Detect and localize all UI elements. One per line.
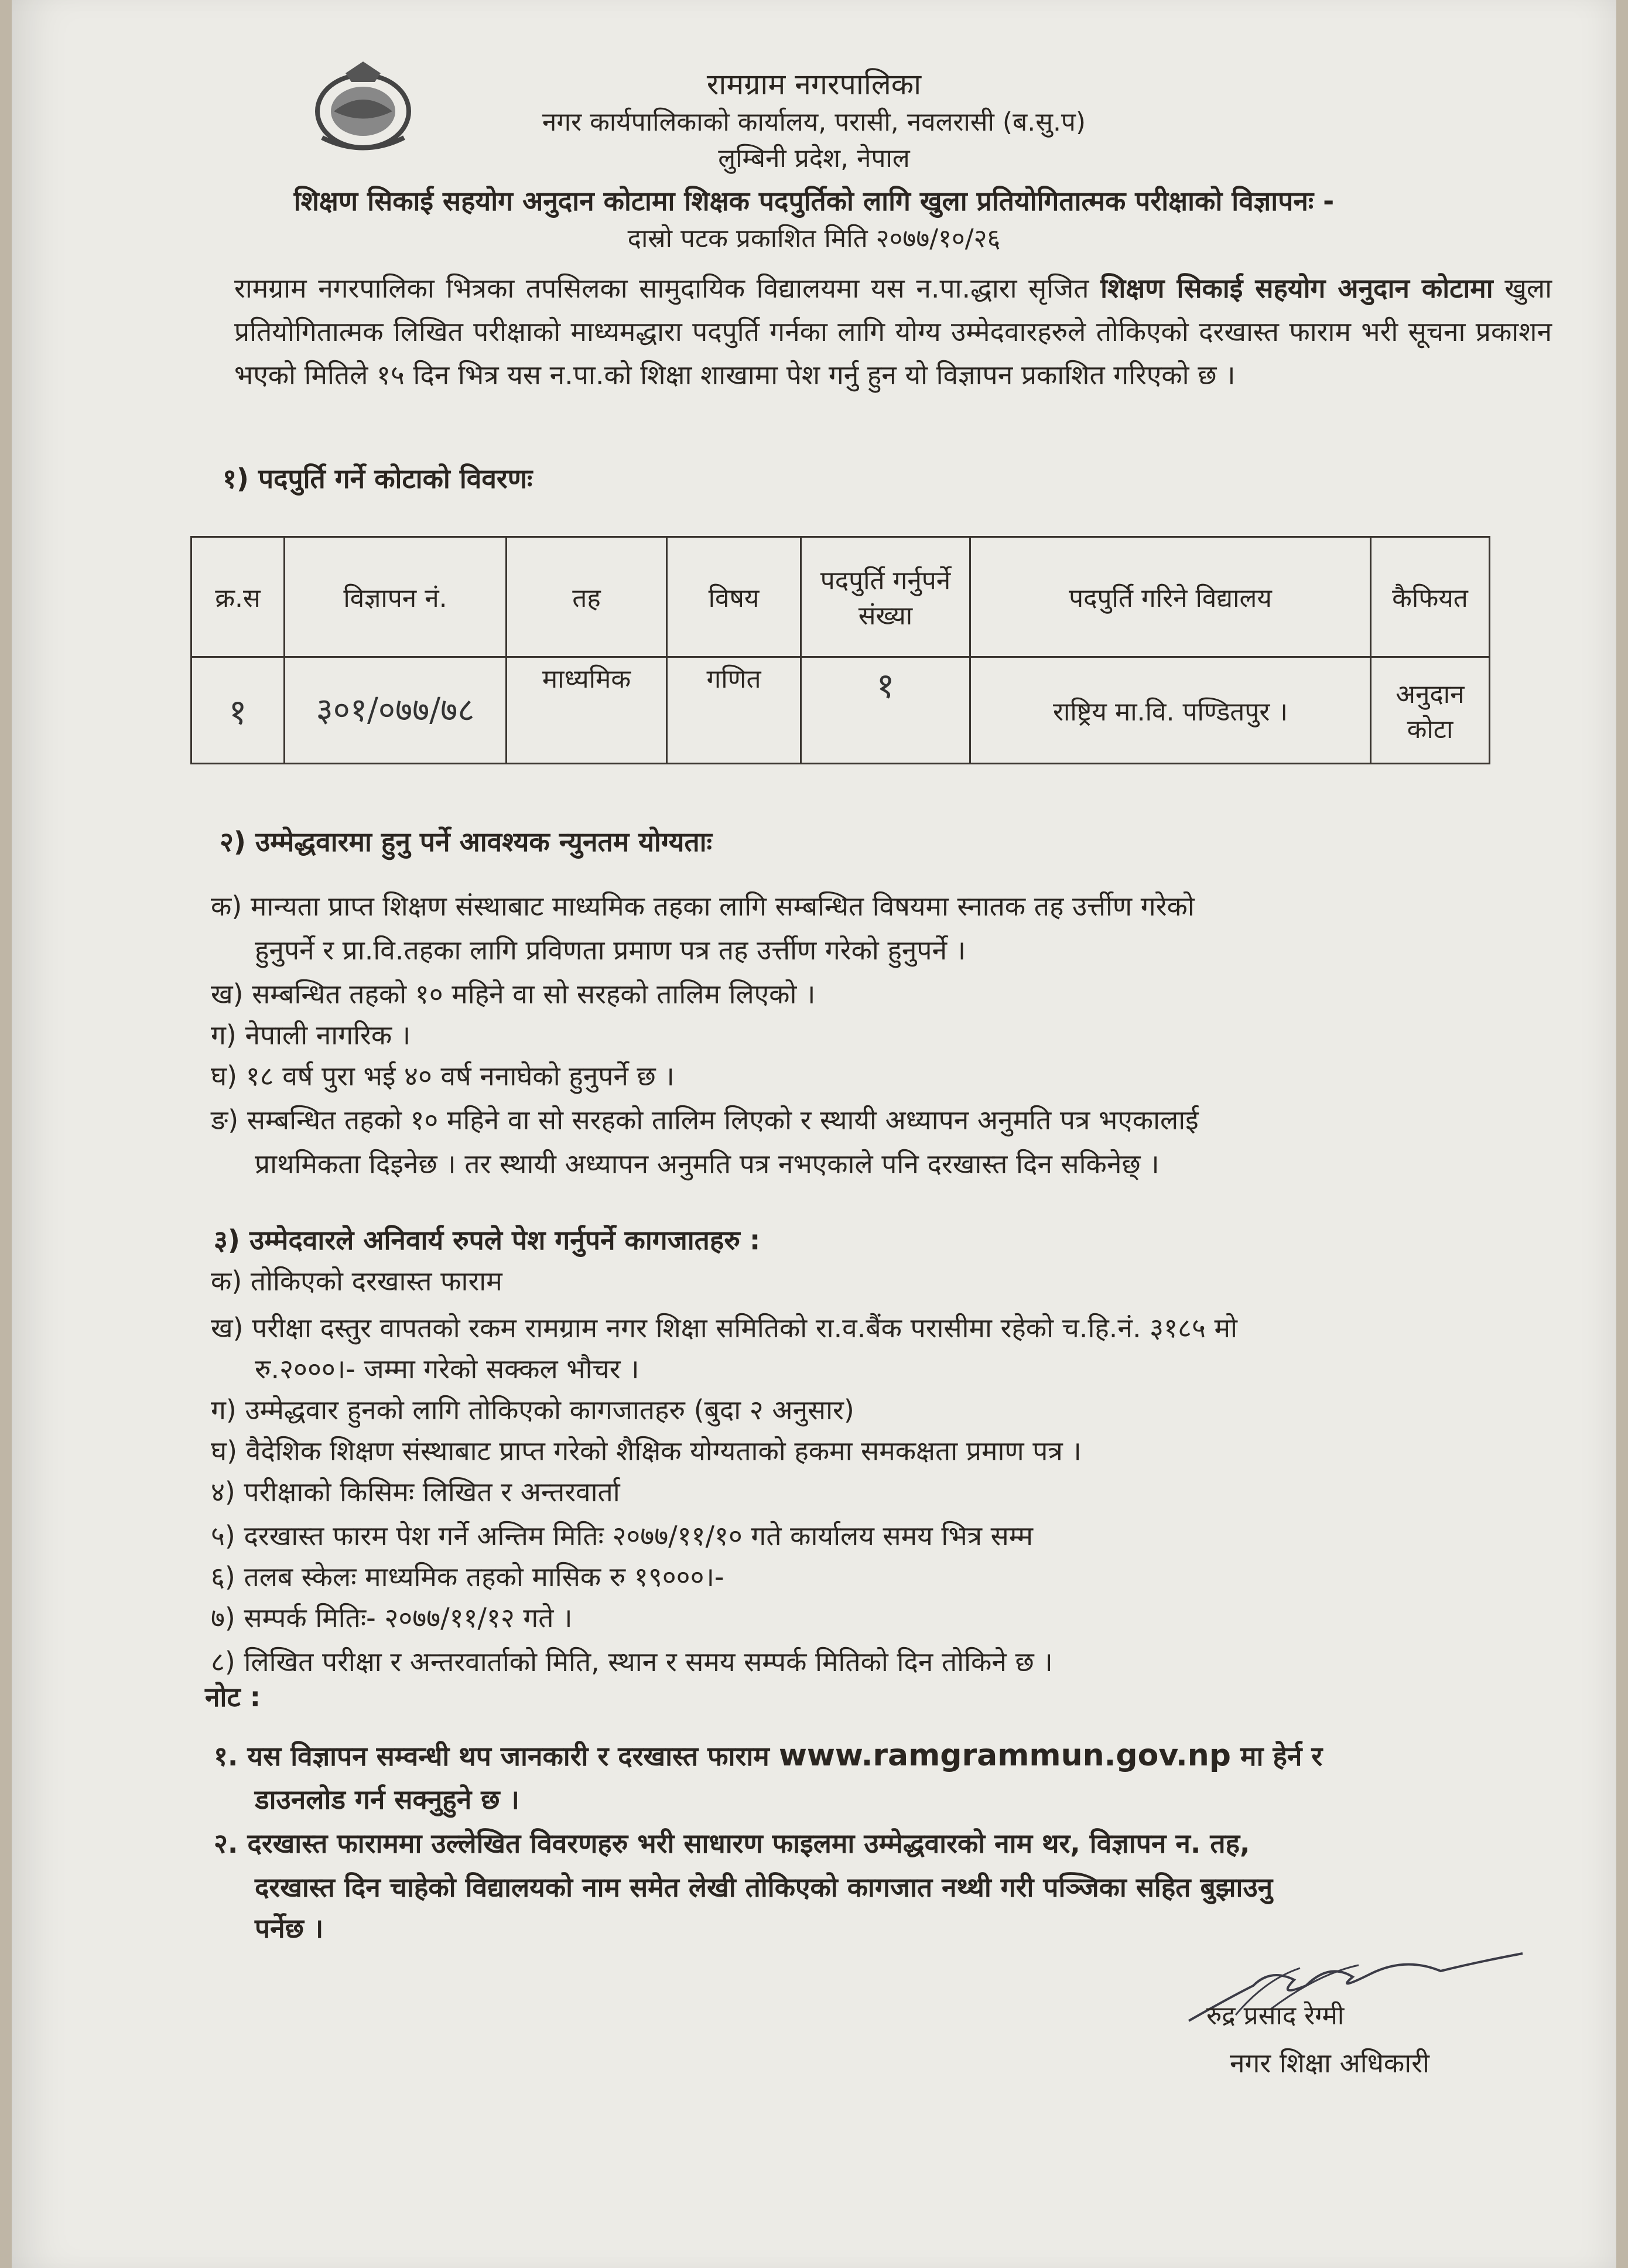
province-name: लुम्बिनी प्रदेश, नेपाल bbox=[718, 144, 910, 173]
cell-school: राष्ट्रिय मा.वि. पण्डितपुर । bbox=[970, 657, 1371, 764]
cell-sn: १ bbox=[191, 657, 285, 764]
office-name: नगर कार्यपालिकाको कार्यालय, परासी, नवलरासी (ब.सु.प) bbox=[542, 107, 1086, 137]
section-3-item-b: ख) परीक्षा दस्तुर वापतको रकम रामग्राम नगर शिक्षा समितिको रा.व.बैंक परासीमा रहेको च.हि.नं. ३१८५ मो bbox=[211, 1312, 1237, 1344]
item-8-exam-schedule: ८) लिखित परीक्षा र अन्तरवार्ताको मिति, स्थान र समय सम्पर्क मितिको दिन तोकिने छ । bbox=[211, 1646, 1053, 1678]
cell-count: १ bbox=[801, 657, 970, 764]
website-url: www.ramgrammun.gov.np bbox=[778, 1738, 1231, 1773]
col-header-sn: क्र.स bbox=[191, 537, 285, 657]
section-3-item-c: ग) उम्मेद्धवार हुनको लागि तोकिएको कागजातहरु (बुदा २ अनुसार) bbox=[211, 1394, 854, 1426]
section-2-item-b: ख) सम्बन्धित तहको १० महिने वा सो सरहको तालिम लिएको । bbox=[211, 978, 816, 1010]
table-header-row bbox=[191, 537, 1490, 657]
item-4-exam-type: ४) परीक्षाको किसिमः लिखित र अन्तरवार्ता bbox=[211, 1476, 620, 1508]
cell-subject: गणित bbox=[667, 657, 801, 764]
note-1 bbox=[214, 1734, 1322, 1778]
col-header-level: तह bbox=[507, 537, 667, 657]
section-1-title: १) पदपुर्ति गर्ने कोटाको विवरणः bbox=[223, 463, 533, 494]
intro-text-1: रामग्राम नगरपालिका भित्रका तपसिलका सामुदायिक विद्यालयमा यस न.पा.द्धारा सृजित bbox=[234, 272, 1101, 304]
note-2: २. दरखास्त फाराममा उल्लेखित विवरणहरु भरी साधारण फाइलमा उम्मेद्धवारको नाम थर, विज्ञापन न. तह, bbox=[214, 1828, 1250, 1859]
section-3-title: ३) उम्मेदवारले अनिवार्य रुपले पेश गर्नुपर्ने कागजातहरु : bbox=[214, 1224, 761, 1256]
section-2-item-a-cont: हुनुपर्ने र प्रा.वि.तहका लागि प्रविणता प्रमाण पत्र तह उर्त्तीण गरेको हुनुपर्ने । bbox=[255, 934, 966, 966]
signatory-title: नगर शिक्षा अधिकारी bbox=[1230, 2047, 1429, 2079]
notice-title: शिक्षण सिकाई सहयोग अनुदान कोटामा शिक्षक पदपुर्तिको लागि खुला प्रतियोगितात्मक परीक्षाको विज्ञापनः - bbox=[293, 185, 1335, 217]
section-3-item-d: घ) वैदेशिक शिक्षण संस्थाबाट प्राप्त गरेको शैक्षिक योग्यताको हकमा समकक्षता प्रमाण पत्र । bbox=[211, 1435, 1082, 1467]
note-1-text-end: मा हेर्न र bbox=[1231, 1740, 1323, 1772]
section-2-item-e-cont: प्राथमिकता दिइनेछ । तर स्थायी अध्यापन अनुमति पत्र नभएकाले पनि दरखास्त दिन सकिनेछ् । bbox=[255, 1148, 1160, 1180]
section-2-item-c: ग) नेपाली नागरिक । bbox=[211, 1019, 411, 1051]
municipality-name: रामग्राम नगरपालिका bbox=[706, 67, 922, 101]
col-header-count: पदपुर्ति गर्नुपर्ने संख्या bbox=[801, 537, 970, 657]
intro-text-2: खुला प्रतियोगितात्मक लिखित परीक्षाको माध्यमद्धारा पदपुर्ति गर्नका लागि योग्य उम्मेदवारहरुले तोकिएको दरखास्त फाराम भरी सूचना प्रकाशन भएको मितिले १५ दिन भित्र यस न.पा.को शिक्षा शाखामा पेश गर्नु हुन यो विज्ञापन प्रकाशित गरिएको छ । bbox=[234, 272, 1552, 391]
item-5-deadline: ५) दरखास्त फारम पेश गर्ने अन्तिम मितिः २०७७/११/१० गते कार्यालय समय भित्र सम्म bbox=[211, 1520, 1034, 1552]
section-2-item-d: घ) १८ वर्ष पुरा भई ४० वर्ष ननाघेको हुनुपर्ने छ । bbox=[211, 1060, 675, 1092]
cell-remarks: अनुदान कोटा bbox=[1371, 657, 1490, 764]
note-1-cont: डाउनलोड गर्न सक्नुहुने छ । bbox=[255, 1784, 519, 1815]
section-2-item-e: ङ) सम्बन्धित तहको १० महिने वा सो सरहको तालिम लिएको र स्थायी अध्यापन अनुमति पत्र भएकालाई bbox=[211, 1104, 1199, 1136]
col-header-school: पदपुर्ति गरिने विद्यालय bbox=[970, 537, 1371, 657]
document-page bbox=[12, 0, 1616, 2268]
intro-paragraph bbox=[234, 267, 1552, 397]
col-header-subject: विषय bbox=[667, 537, 801, 657]
col-header-ad-no: विज्ञापन नं. bbox=[285, 537, 507, 657]
signatory-name: रुद्र प्रसाद रेग्मी bbox=[1206, 2001, 1345, 2031]
letterhead bbox=[12, 64, 1616, 258]
note-2-end: पर्नेछ । bbox=[255, 1912, 324, 1944]
item-6-salary: ६) तलब स्केलः माध्यमिक तहको मासिक रु १९०००।- bbox=[211, 1561, 724, 1593]
cell-level: माध्यमिक bbox=[507, 657, 667, 764]
notes-title: नोट : bbox=[205, 1681, 261, 1713]
note-1-text: १. यस विज्ञापन सम्वन्धी थप जानकारी र दरखास्त फाराम bbox=[214, 1740, 779, 1772]
quota-table bbox=[190, 536, 1490, 764]
col-header-remarks: कैफियत bbox=[1371, 537, 1490, 657]
section-3-item-a: क) तोकिएको दरखास्त फाराम bbox=[211, 1265, 502, 1297]
intro-bold-text: शिक्षण सिकाई सहयोग अनुदान कोटामा bbox=[1100, 272, 1493, 304]
section-2-item-a: क) मान्यता प्राप्त शिक्षण संस्थाबाट माध्यमिक तहका लागि सम्बन्धित विषयमा स्नातक तह उर्त्तीण गरेको bbox=[211, 890, 1195, 922]
cell-ad-no: ३०१/०७७/७८ bbox=[285, 657, 507, 764]
section-2-title: २) उम्मेद्धवारमा हुनु पर्ने आवश्यक न्युनतम योग्यताः bbox=[220, 826, 712, 858]
note-2-cont: दरखास्त दिन चाहेको विद्यालयको नाम समेत लेखी तोकिएको कागजात नथ्थी गरी पञ्जिका सहित बुझाउनु bbox=[255, 1871, 1273, 1903]
table-row bbox=[191, 657, 1490, 764]
publication-date: दास्रो पटक प्रकाशित मिति २०७७/१०/२६ bbox=[627, 224, 1001, 254]
item-7-contact-date: ७) सम्पर्क मितिः- २०७७/११/१२ गते । bbox=[211, 1602, 573, 1634]
section-3-item-b-cont: रु.२०००।- जम्मा गरेको सक्कल भौचर । bbox=[255, 1353, 639, 1385]
